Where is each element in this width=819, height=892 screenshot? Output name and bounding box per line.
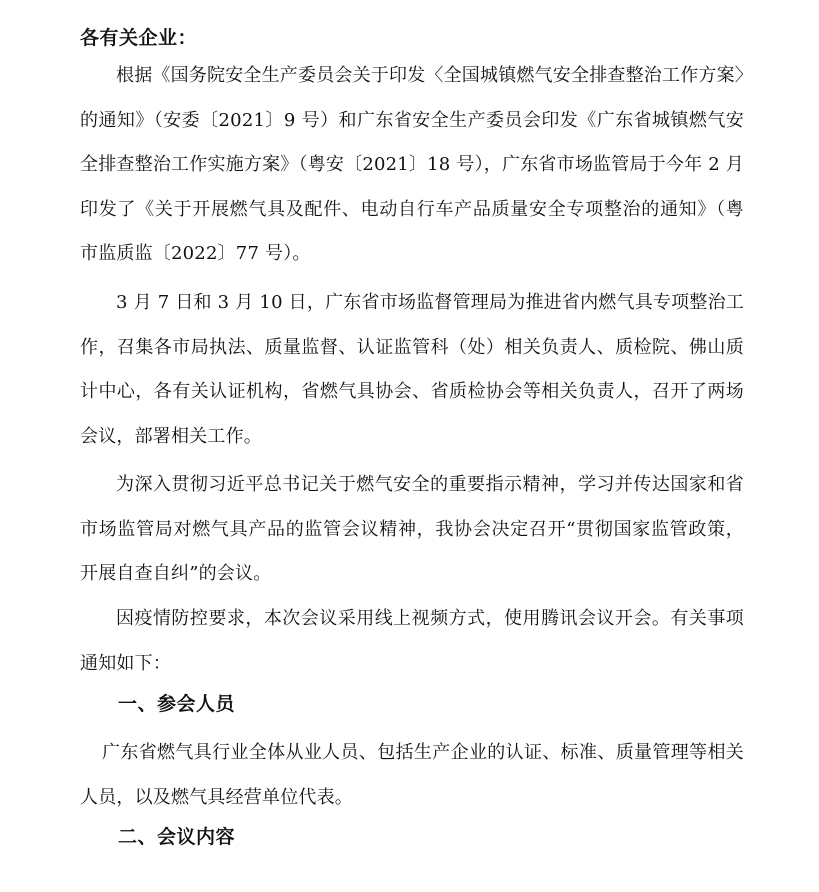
- salutation: 各有关企业：: [80, 27, 198, 49]
- paragraph-meetings: 3 月 7 日和 3 月 10 日，广东省市场监督管理局为推进省内燃气具专项整治工作，召集各市局执法、质量监督、认证监管科（处）相关负责人、质检院、佛山质计中心，各有关认证机构，省燃气具协会、省质检协会等相关负责人，召开了两场会议，部署相关工作。: [80, 292, 744, 447]
- paragraph-background: 根据《国务院安全生产委员会关于印发〈全国城镇燃气安全排查整治工作方案〉的通知》（安委〔2021〕9 号）和广东省安全生产委员会印发《广东省城镇燃气安全排查整治工作实施方案》（粤安〔2021〕18 号），广东省市场监管局于今年 2 月印发了《关于开展燃气具及配件、电动自行车产品质量安全专项整治的通知》（粤市监质监〔2022〕77 号）。: [80, 65, 744, 264]
- section-heading-attendees: 一、参会人员: [118, 693, 236, 715]
- paragraph-attendees: 广东省燃气具行业全体从业人员、包括生产企业的认证、标准、质量管理等相关人员，以及燃气具经营单位代表。: [80, 742, 744, 808]
- paragraph-format: 因疫情防控要求，本次会议采用线上视频方式，使用腾讯会议开会。有关事项通知如下：: [80, 608, 744, 674]
- paragraph-purpose: 为深入贯彻习近平总书记关于燃气安全的重要指示精神，学习并传达国家和省市场监管局对燃气具产品的监管会议精神，我协会决定召开“贯彻国家监管政策，开展自查自纠”的会议。: [80, 474, 744, 584]
- section-heading-content: 二、会议内容: [118, 826, 236, 848]
